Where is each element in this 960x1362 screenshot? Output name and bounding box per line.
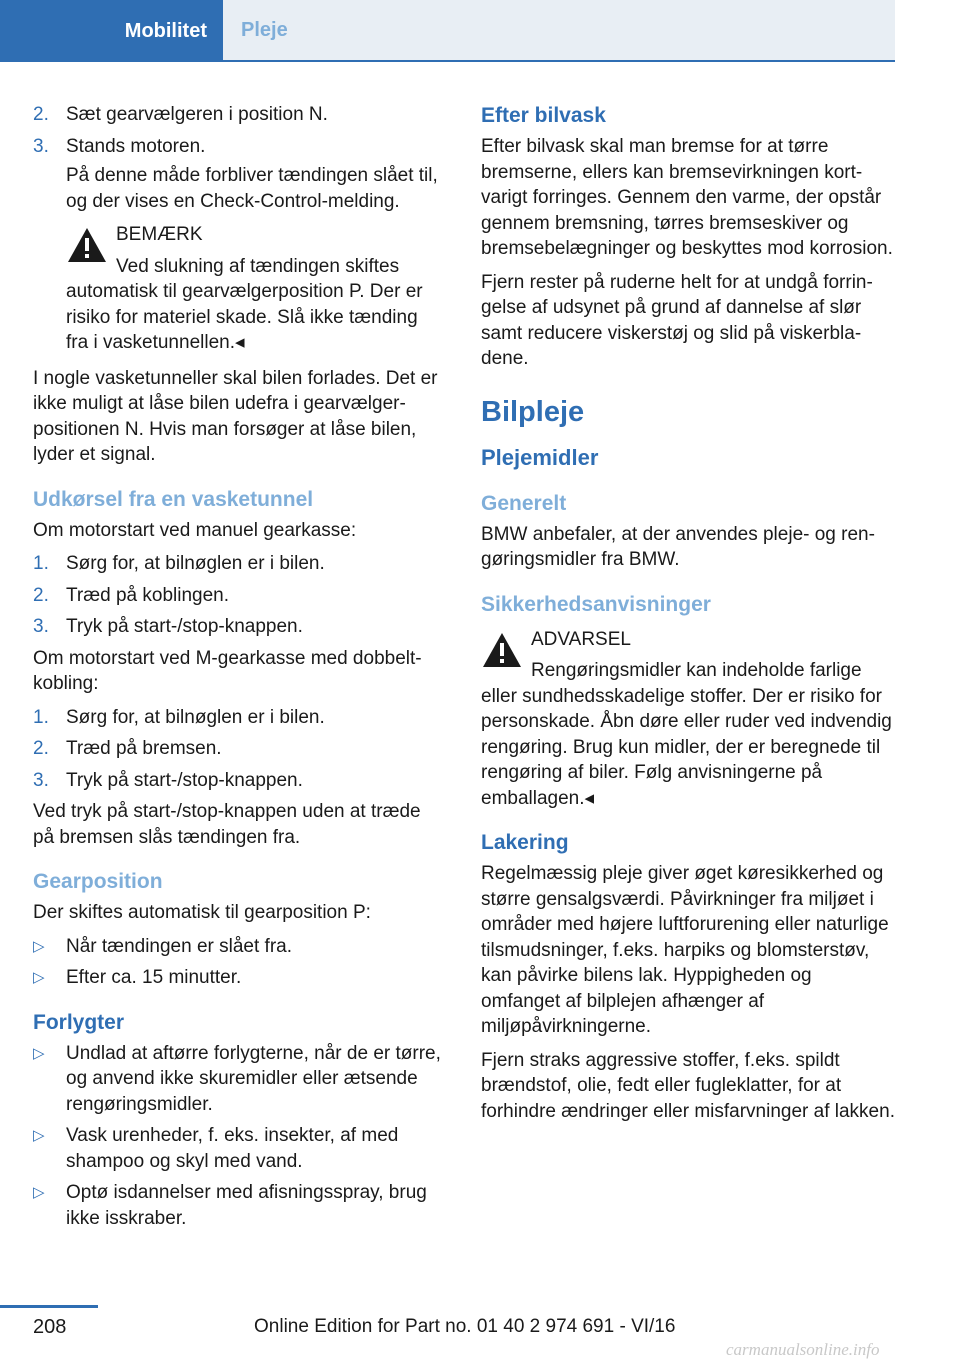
- list-item: [33, 1180, 445, 1231]
- list-item-subtext: På denne måde forbliver tændingen slået til, og der vises en Check-Control-melding.: [66, 165, 438, 212]
- list-item-text: Vask urenheder, f. eks. insekter, af med shampoo og skyl med vand.: [66, 1125, 399, 1172]
- paragraph: BMW anbefaler, at der anvendes pleje- og rengøringsmidler fra BMW.: [481, 523, 875, 570]
- heading-udkorsel: Udkørsel fra en vasketunnel: [33, 487, 314, 511]
- list-number: 3.: [33, 769, 49, 791]
- heading-gearposition: Gearposition: [33, 870, 163, 893]
- watermark: carmanualsonline.info: [726, 1340, 880, 1359]
- bullet-triangle-icon: ▷: [33, 969, 45, 986]
- list-item: [33, 1123, 445, 1174]
- numbered-list-manual: [33, 551, 445, 640]
- list-number: 1.: [33, 706, 49, 728]
- paragraph: Fjern rester på ruderne helt for at undgå forringelse af udsynet på grund af dannelse af slør samt reducere viskerstøj og slid på viskerbladene.: [481, 271, 873, 369]
- list-item-text: Efter ca. 15 minutter.: [66, 967, 242, 988]
- warning-body: automatisk til gearvælgerposition P. Der er risiko for materiel skade. Slå ikke tænding fra i vasketunnellen.◂: [66, 281, 423, 353]
- paragraph: Om motorstart ved M-gearkasse med dobbeltkobling:: [33, 647, 422, 694]
- list-item-text: Tryk på start-/stop-knappen.: [66, 616, 303, 637]
- paragraph: Regelmæssig pleje giver øget køresikkerhed og større gensalgsværdi. Påvirkninger fra miljøet i områder med højere luftforurening eller naturlige tilsmudsninger, f.eks. harpiks og blomsterstøv, kan påvirke bilens lak. Hyppigheden og omfanget af bilplejen afhænger af miljøpåvirkningerne.: [481, 863, 889, 1037]
- list-number: 2.: [33, 104, 49, 125]
- list-item-text: Når tændingen er slået fra.: [66, 935, 293, 957]
- list-item-text: Undlad at aftørre forlygterne, når de er tørre, og anvend ikke skuremidler eller ætsende rengøringsmidler.: [66, 1042, 441, 1115]
- bullet-triangle-icon: ▷: [33, 1184, 45, 1201]
- page-number: 208: [33, 1316, 67, 1338]
- warning-triangle-icon: [481, 631, 523, 669]
- warning-triangle-icon: [66, 226, 108, 264]
- list-item: [33, 551, 445, 577]
- paragraph: Ved tryk på start-/stop-knappen uden at træde på bremsen slås tændingen fra.: [33, 801, 421, 848]
- warning-first-line: Rengøringsmidler kan indeholde farlige: [531, 660, 862, 681]
- list-item-text: Sørg for, at bilnøglen er i bilen.: [66, 553, 325, 574]
- bullet-triangle-icon: ▷: [33, 937, 45, 955]
- list-item: [33, 965, 445, 991]
- paragraph: I nogle vasketunneller skal bilen forlades. Det er ikke muligt at låse bilen udefra i gearvælgerpositionen N. Hvis man forsøger at låse bilen, lyder et signal.: [33, 367, 438, 465]
- heading-lakering: Lakering: [481, 831, 569, 854]
- list-item-text: Stands motoren.: [66, 135, 206, 157]
- footer-edition: Online Edition for Part no. 01 40 2 974 691 - VI/16: [254, 1316, 676, 1337]
- heading-generelt: Generelt: [481, 491, 567, 515]
- heading-forlygter: Forlygter: [33, 1010, 125, 1034]
- paragraph: Fjern straks aggressive stoffer, f.eks. spildt brændstof, olie, fedt eller fugleklatter, for at forhindre ændringer eller misfarvninger af lakken.: [481, 1049, 895, 1122]
- paragraph: Der skiftes automatisk til gearposition P:: [33, 902, 371, 923]
- list-number: 2.: [33, 584, 49, 606]
- bullet-triangle-icon: ▷: [33, 1127, 45, 1144]
- list-item: [33, 134, 445, 215]
- paragraph: Om motorstart ved manuel gearkasse:: [33, 519, 357, 541]
- bullet-list-gear: [33, 934, 445, 991]
- warning-notice: [481, 627, 895, 812]
- numbered-list-m-gearbox: [33, 705, 445, 794]
- list-item-text: Sørg for, at bilnøglen er i bilen.: [66, 706, 325, 728]
- list-item-text: Træd på koblingen.: [66, 584, 230, 606]
- list-item-text: Tryk på start-/stop-knappen.: [66, 769, 303, 791]
- list-item: [33, 705, 445, 731]
- warning-title: ADVARSEL: [531, 628, 631, 650]
- list-number: 2.: [33, 738, 49, 759]
- tab-mobilitet[interactable]: Mobilitet: [0, 0, 223, 62]
- heading-bilpleje: Bilpleje: [481, 395, 585, 428]
- list-item: [33, 614, 445, 640]
- list-number: 3.: [33, 616, 49, 637]
- numbered-list-wash-steps: [33, 102, 445, 214]
- paragraph: Efter bilvask skal man bremse for at tørre bremserne, ellers kan bremsevirkningen kortvarigt forringes. Gennem den varme, der opstår gennem bremsning, tørres bremseskiver og bremsebelægninger og beskyttes mod korrosion.: [481, 136, 893, 259]
- list-number: 1.: [33, 553, 49, 574]
- list-item: [33, 1041, 445, 1118]
- list-item: [33, 583, 445, 609]
- list-item: [33, 768, 445, 794]
- list-item-text: Optø isdannelser med afisningsspray, brug ikke isskraber.: [66, 1182, 427, 1229]
- footer-rule: [0, 1305, 98, 1308]
- heading-plejemidler: Plejemidler: [481, 444, 599, 470]
- bullet-triangle-icon: ▷: [33, 1044, 45, 1062]
- tab-pleje[interactable]: Pleje: [241, 18, 288, 41]
- right-column: [481, 102, 895, 1132]
- warning-body: eller sundhedsskadelige stoffer. Der er risiko for personskade. Åbn døre eller ruder ved indvendig rengøring. Brug kun midler, der er beregnede til rengøring af biler. Følg anvisningerne på emballagen.◂: [481, 685, 892, 809]
- warning-title: BEMÆRK: [116, 224, 203, 245]
- list-number: 3.: [33, 135, 49, 157]
- list-item: [33, 934, 445, 960]
- warning-first-line: Ved slukning af tændingen skiftes: [116, 255, 400, 277]
- heading-sikkerhedsanvisninger: Sikkerhedsanvisninger: [481, 592, 711, 616]
- list-item-text: Træd på bremsen.: [66, 738, 222, 759]
- page-header: [0, 0, 895, 62]
- warning-notice: [66, 222, 445, 356]
- list-item: [33, 736, 445, 762]
- list-item: [33, 102, 445, 128]
- left-column: [33, 102, 445, 1237]
- list-item-text: Sæt gearvælgeren i position N.: [66, 104, 328, 125]
- heading-efter-bilvask: Efter bilvask: [481, 104, 606, 127]
- bullet-list-forlygter: [33, 1041, 445, 1232]
